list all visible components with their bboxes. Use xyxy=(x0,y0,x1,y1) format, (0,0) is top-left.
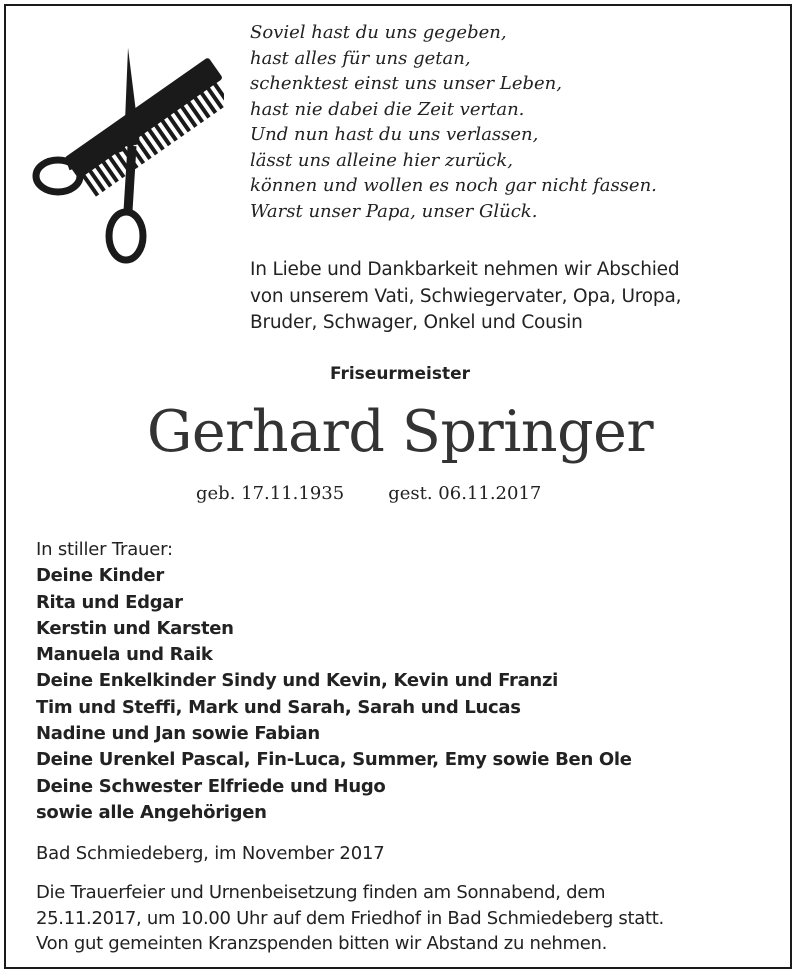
funeral-notice xyxy=(36,880,786,957)
farewell-text xyxy=(250,257,790,337)
notice-line: Die Trauerfeier und Urnenbeisetzung finden am Sonnabend, dem xyxy=(36,882,606,903)
poem-line: Soviel hast du uns gegeben, xyxy=(250,22,507,43)
mourner-line: Deine Enkelkinder Sindy und Kevin, Kevin und Franzi xyxy=(36,670,558,692)
mourning-intro: In stiller Trauer: xyxy=(36,539,173,560)
mourner-line: Deine Urenkel Pascal, Fin-Luca, Summer, Emy sowie Ben Ole xyxy=(36,749,632,771)
poem-line: schenktest einst uns unser Leben, xyxy=(250,73,562,94)
poem-line: hast alles für uns getan, xyxy=(250,47,471,69)
farewell-line: von unserem Vati, Schwiegervater, Opa, Uropa, xyxy=(250,285,682,307)
birth-date: geb. 17.11.1935 xyxy=(196,483,345,504)
mourner-line: Rita und Edgar xyxy=(36,591,183,613)
poem-line: Warst unser Papa, unser Glück. xyxy=(250,200,538,222)
mourner-line: Tim und Steffi, Mark und Sarah, Sarah und Lucas xyxy=(36,696,521,718)
poem-line: lässt uns alleine hier zurück, xyxy=(250,149,513,171)
death-date: gest. 06.11.2017 xyxy=(388,483,542,504)
mourner-line: Manuela und Raik xyxy=(36,644,213,666)
notice-line: 25.11.2017, um 10.00 Uhr auf dem Friedhof in Bad Schmiedeberg statt. xyxy=(36,907,664,929)
mourner-line: Nadine und Jan sowie Fabian xyxy=(36,723,320,745)
profession-title: Friseurmeister xyxy=(329,364,471,384)
mourners-section xyxy=(36,537,776,826)
place-date: Bad Schmiedeberg, im November 2017 xyxy=(36,843,385,864)
scissors-and-comb-icon xyxy=(28,46,224,266)
poem-line: können und wollen es noch gar nicht fassen. xyxy=(250,175,657,196)
notice-line: Von gut gemeinten Kranzspenden bitten wir Abstand zu nehmen. xyxy=(36,933,608,954)
farewell-line: In Liebe und Dankbarkeit nehmen wir Abschied xyxy=(250,259,680,280)
poem xyxy=(250,20,780,224)
poem-line: Und nun hast du uns verlassen, xyxy=(250,124,539,145)
mourner-line: Kerstin und Karsten xyxy=(36,617,234,639)
mourner-line: Deine Kinder xyxy=(36,565,164,587)
deceased-name: Gerhard Springer xyxy=(146,399,654,465)
poem-line: hast nie dabei die Zeit vertan. xyxy=(250,98,525,120)
mourner-line: Deine Schwester Elfriede und Hugo xyxy=(36,775,386,797)
farewell-line: Bruder, Schwager, Onkel und Cousin xyxy=(250,312,583,333)
mourner-line: sowie alle Angehörigen xyxy=(36,801,267,823)
life-dates xyxy=(196,483,646,504)
